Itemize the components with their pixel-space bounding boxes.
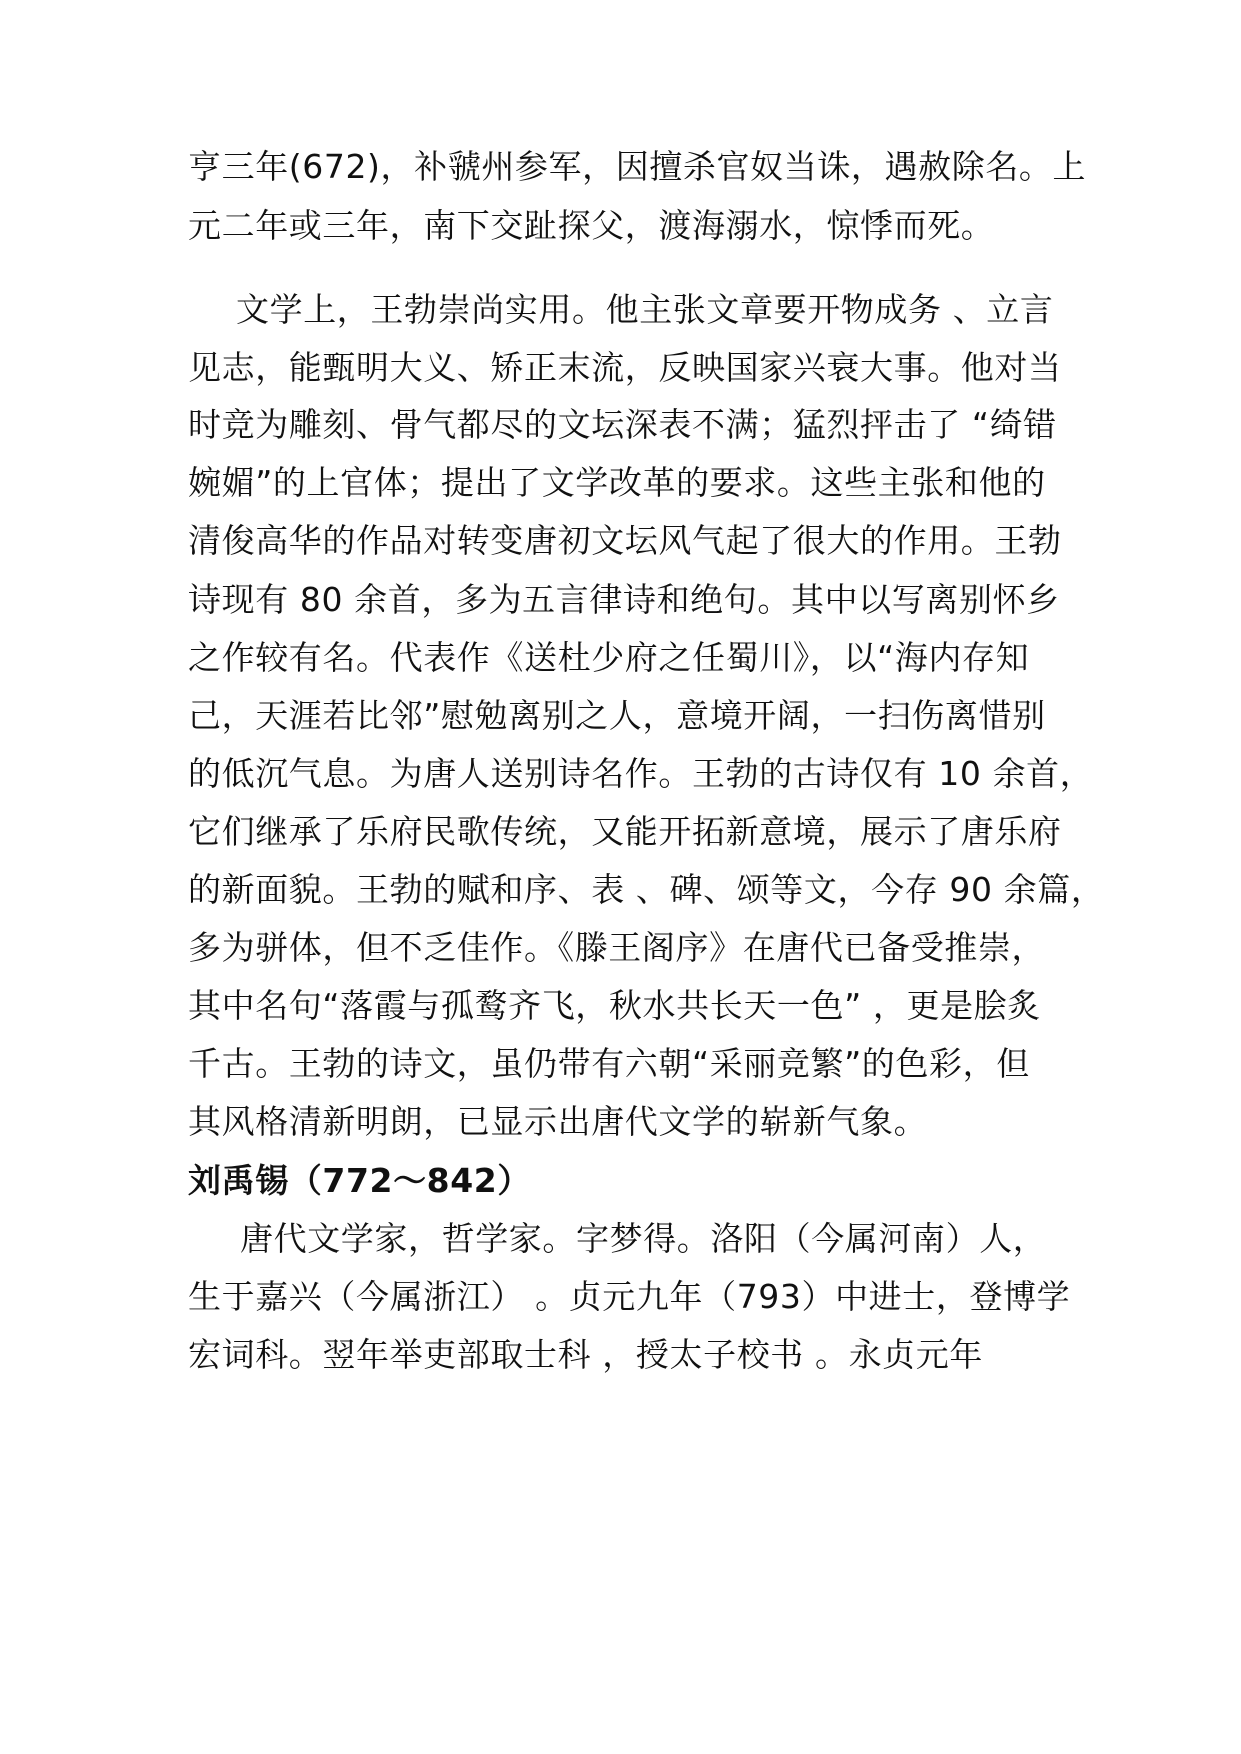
paragraph-line: 它们继承了乐府民歌传统，又能开拓新意境，展示了唐乐府 — [188, 812, 1062, 851]
paragraph-line: 见志，能甄明大义、矫正末流，反映国家兴衰大事。他对当 — [188, 348, 1062, 387]
paragraph-line: 的新面貌。王勃的赋和序、表 、碑、颂等文，今存 90 余篇， — [188, 870, 1105, 909]
paragraph-line: 清俊高华的作品对转变唐初文坛风气起了很大的作用。王勃 — [188, 521, 1062, 560]
paragraph-line: 生于嘉兴（今属浙江） 。贞元九年（793）中进士，登博学 — [188, 1277, 1071, 1316]
paragraph-line: 其中名句“落霞与孤鹜齐飞，秋水共长天一色” ，更是脍炙 — [188, 986, 1041, 1025]
paragraph-line: 的低沉气息。为唐人送别诗名作。王勃的古诗仅有 10 余首， — [188, 754, 1094, 793]
paragraph-line: 宏词科。翌年举吏部取士科 ，授太子校书 。永贞元年 — [188, 1335, 983, 1374]
paragraph-line: 唐代文学家，哲学家。字梦得。洛阳（今属河南）人， — [240, 1219, 1047, 1258]
paragraph-line: 婉媚”的上官体；提出了文学改革的要求。这些主张和他的 — [188, 463, 1046, 502]
paragraph-line: 己，天涯若比邻”慰勉离别之人，意境开阔，一扫伤离惜别 — [188, 696, 1046, 735]
paragraph-line: 诗现有 80 余首，多为五言律诗和绝句。其中以写离别怀乡 — [188, 580, 1060, 619]
paragraph-line: 其风格清新明朗，已显示出唐代文学的崭新气象。 — [188, 1102, 928, 1141]
paragraph-line: 多为骈体，但不乏佳作。《滕王阁序》在唐代已备受推崇， — [188, 928, 1046, 967]
paragraph-line: 千古。王勃的诗文，虽仍带有六朝“采丽竞繁”的色彩，但 — [188, 1044, 1030, 1083]
paragraph-line: 亨三年(672)，补虢州参军，因擅杀官奴当诛，遇赦除名。上 — [188, 147, 1087, 186]
paragraph-line: 文学上，王勃崇尚实用。他主张文章要开物成务 、立言 — [236, 290, 1054, 329]
paragraph-line: 时竞为雕刻、骨气都尽的文坛深表不满；猛烈抨击了 “绮错 — [188, 405, 1057, 444]
paragraph-line: 元二年或三年，南下交趾探父，渡海溺水，惊悸而死。 — [188, 206, 995, 245]
paragraph-line: 之作较有名。代表作《送杜少府之任蜀川》，以“海内存知 — [188, 638, 1030, 677]
section-heading: 刘禹锡（772～842） — [188, 1161, 531, 1200]
